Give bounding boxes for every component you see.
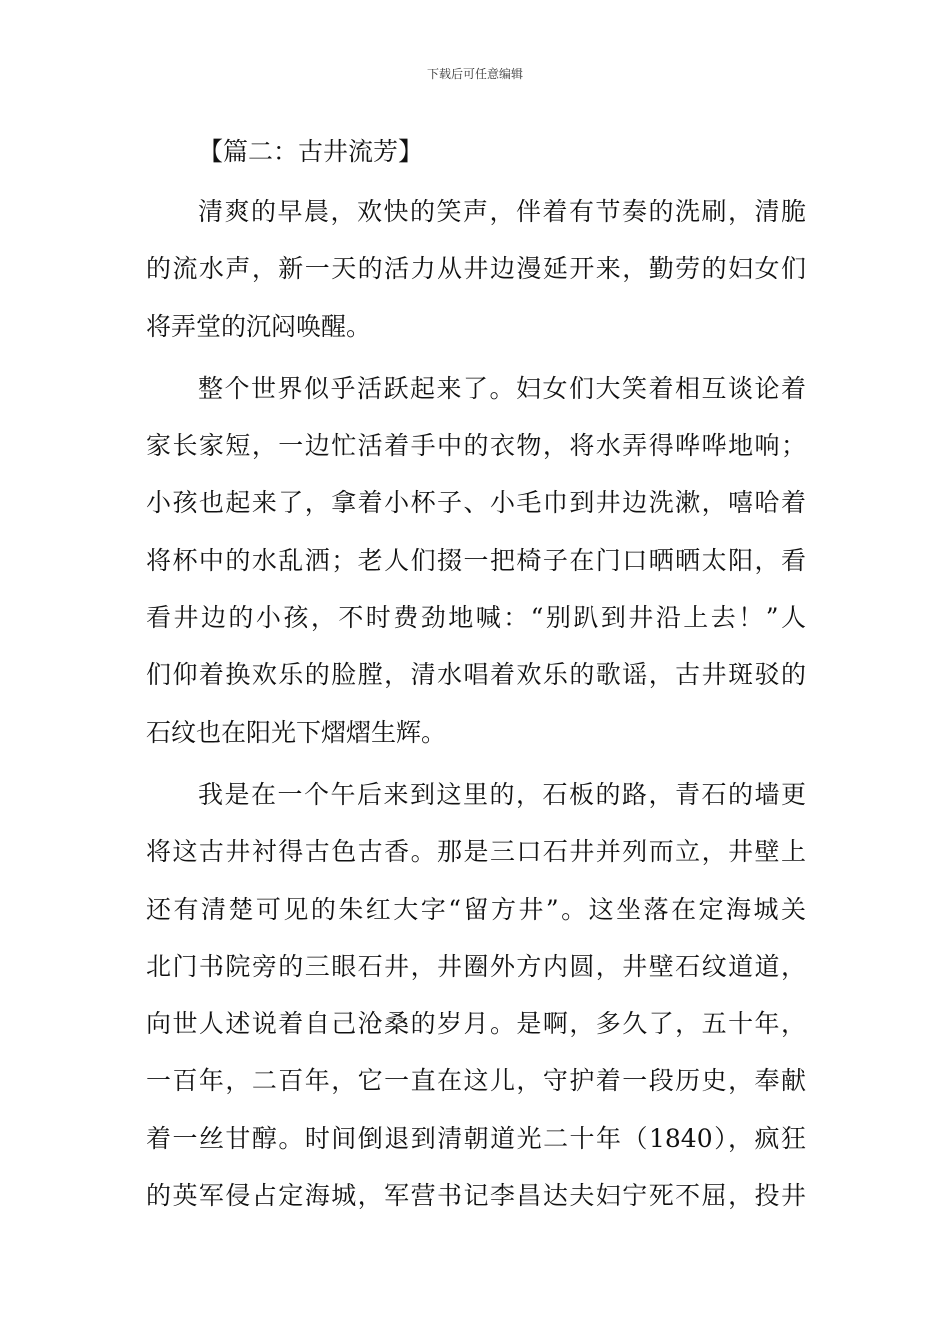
paragraph-line: 北门书院旁的三眼石井，井圈外方内圆，井壁石纹道道， [146,951,806,981]
paragraph-line: 将这古井衬得古色古香。那是三口石井并列而立，井壁上 [146,837,806,867]
paragraph-line: 家长家短，一边忙活着手中的衣物，将水弄得哗哗地响； [146,431,806,461]
paragraph-line: 我是在一个午后来到这里的，石板的路，青石的墙更 [198,779,806,809]
paragraph-line: 一百年，二百年，它一直在这儿，守护着一段历史，奉献 [146,1066,806,1096]
paragraph-3 [146,766,806,1224]
paragraph-line: 整个世界似乎活跃起来了。妇女们大笑着相互谈论着 [198,373,806,403]
paragraph-line: 的英军侵占定海城，军营书记李昌达夫妇宁死不屈，投井 [146,1181,806,1211]
paragraph-line: 向世人述说着自己沧桑的岁月。是啊，多久了，五十年， [146,1009,806,1039]
paragraph-line: 的流水声，新一天的活力从井边漫延开来，勤劳的妇女们 [146,254,806,284]
paragraph-line: 将弄堂的沉闷唤醒。 [146,311,372,341]
document-body [146,126,806,1229]
paragraph-line: 们仰着换欢乐的脸膛，清水唱着欢乐的歌谣，古井斑驳的 [146,660,806,690]
paragraph-line: 看井边的小孩，不时费劲地喊：“别趴到井沿上去！”人 [146,603,806,633]
page-header-note: 下载后可任意编辑 [426,67,523,81]
section-heading: 【篇二：古井流芳】 [198,137,424,166]
paragraph-line: 着一丝甘醇。时间倒退到清朝道光二十年（1840），疯狂 [146,1123,806,1153]
paragraph-1 [146,183,806,355]
paragraph-line: 还有清楚可见的朱红大字“留方井”。这坐落在定海城关 [146,894,806,924]
paragraph-line: 小孩也起来了，拿着小杯子、小毛巾到井边洗漱，嘻哈着 [146,488,806,518]
paragraph-2 [146,360,806,761]
paragraph-line: 将杯中的水乱洒；老人们掇一把椅子在门口晒晒太阳，看 [146,545,806,575]
paragraph-line: 清爽的早晨，欢快的笑声，伴着有节奏的洗刷，清脆 [198,197,806,226]
paragraph-line: 石纹也在阳光下熠熠生辉。 [146,717,447,747]
